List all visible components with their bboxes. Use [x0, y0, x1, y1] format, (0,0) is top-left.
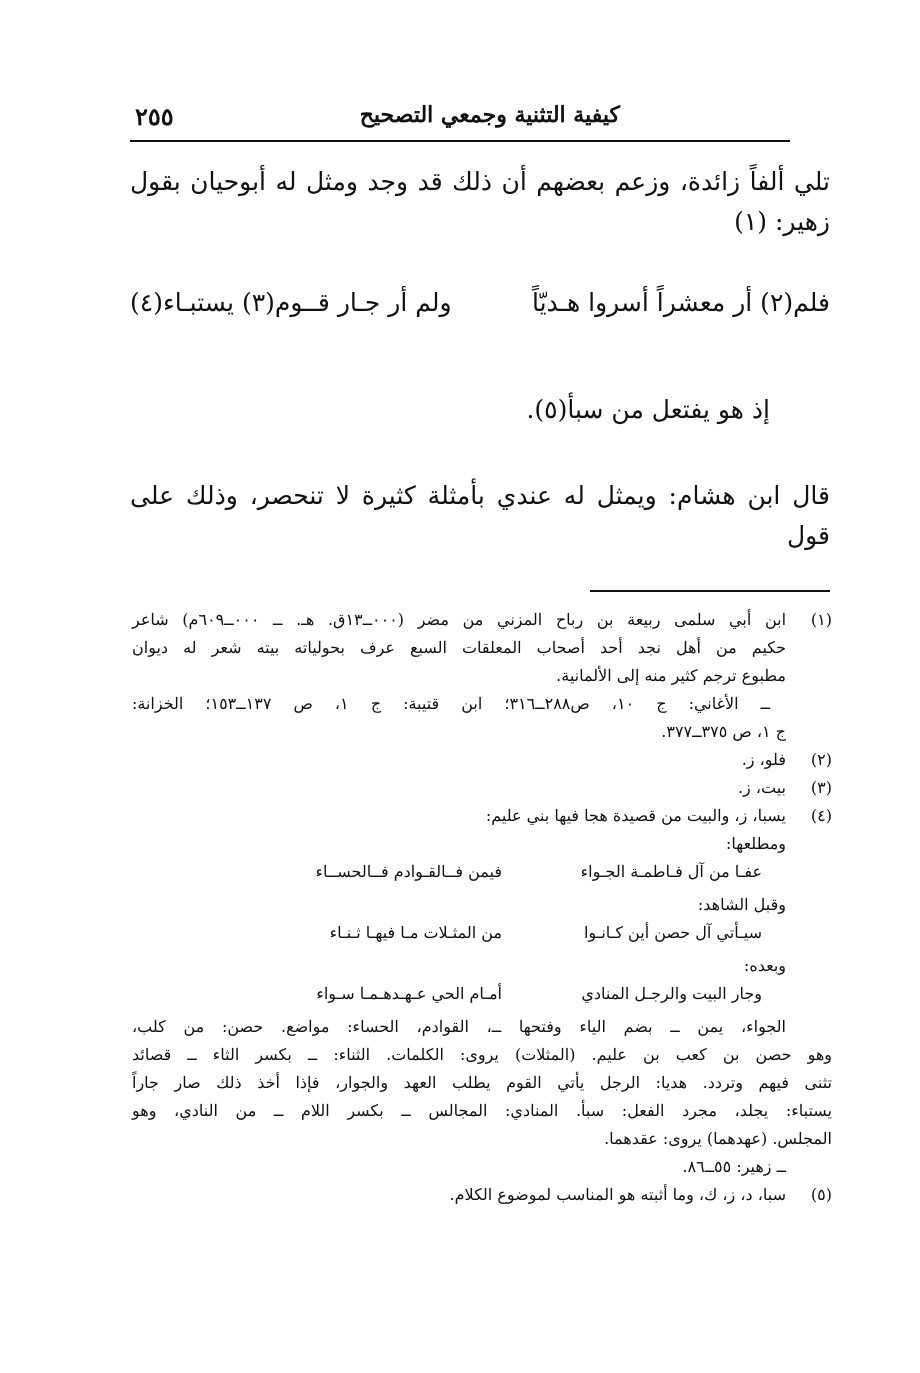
poem-hemistich: أمـام الحي عـهـدهـمـا سـواء	[316, 984, 502, 1003]
footnote-4	[132, 802, 832, 830]
footnote-2	[132, 746, 832, 774]
gloss-line-1: الجواء، يمن ــ بضم الياء وفتحها ــ، القوادم، الحساء: مواضع. حصن: من كلب،	[132, 1017, 786, 1036]
poem-hemistich: عفـا من آل فـاطمـة الجـواء	[580, 862, 762, 881]
running-header	[130, 100, 790, 142]
footnote-number: (٣)	[810, 778, 832, 797]
footnote-text: فلو، ز.	[741, 750, 786, 769]
verse-hemistich-2: ولم أر جـار قــوم(٣) يستبـاء(٤)	[130, 288, 452, 317]
gloss-line-3: تثنى فيهم وتردد. هديا: الرجل يأتي القوم يطلب العهد والجوار، فإذا أخذ ذلك صار جاراً	[132, 1073, 833, 1092]
footnote-5	[132, 1181, 832, 1209]
footnote-number: (٢)	[810, 750, 832, 769]
gloss-line-5: المجلس. (عهدهما) يروى: عقدهما.	[604, 1129, 832, 1148]
footnote-text: بيت، ز.	[737, 778, 786, 797]
footnote-1-line-3: مطبوع ترجم كثير منه إلى الألمانية.	[556, 666, 786, 685]
gloss-line-4: يستباء: يجلد، مجرد الفعل: سبأ. المنادي: المجالس ــ بكسر اللام ــ من النادي، وهو	[132, 1101, 832, 1120]
footnote-3	[132, 774, 832, 802]
verse-line-2: إذ هو يفتعل من سبأ(٥).	[526, 395, 770, 424]
footnote-text: سبا، د، ز، ك، وما أثبته هو المناسب لموضوع الكلام.	[449, 1185, 786, 1204]
footnote-number: (٥)	[810, 1185, 832, 1204]
poem-verse-2	[132, 919, 832, 952]
paragraph-2: قال ابن هشام: ويمثل له عندي بأمثلة كثيرة لا تنحصر، وذلك على قول	[130, 481, 830, 550]
page-number: ٢٥٥	[135, 102, 174, 131]
poem-label-after: وبعده:	[743, 956, 786, 975]
footnote-1-line-2: حكيم من أهل نجد أحد أصحاب المعلقات السبع عرف بحولياته بيته شعر له ديوان	[132, 638, 786, 657]
gloss-line-2: وهو حصن بن كعب بن عليم. (المثلات) يروى: الكلمات. الثناء: ــ بكسر الثاء ــ قصائد	[132, 1045, 832, 1064]
poem-hemistich: فيمن فــالقـوادم فــالحســاء	[315, 862, 502, 881]
footnote-1	[132, 606, 832, 634]
poem-hemistich: من المثـلات مـا فيهـا ثـنـاء	[329, 923, 502, 942]
poem-verse-1	[132, 858, 832, 891]
verse-hemistich-1: فلم(٢) أر معشراً أسروا هـديّاً	[531, 288, 830, 317]
footnotes	[132, 606, 832, 1209]
footnote-text: ابن أبي سلمى ربيعة بن رباح المزني من مضر (٠٠٠ــ١٣ق. هـ. ــ ٠٠٠ــ٦٠٩م) شاعر	[132, 610, 787, 629]
poem-label-before: وقبل الشاهد:	[697, 895, 786, 914]
chapter-title: كيفية التثنية وجمعي التصحيح	[359, 102, 620, 128]
poem-hemistich: سيـأتي آل حصن أين كـانـوا	[583, 923, 762, 942]
footnote-text: يسبا، ز، والبيت من قصيدة هجا فيها بني عليم:	[485, 806, 786, 825]
verse-line-1	[130, 288, 830, 328]
footnote-4-reference: ــ زهير: ٥٥ــ٨٦.	[682, 1157, 786, 1176]
poem-verse-3	[132, 980, 832, 1013]
paragraph-1: تلي ألفاً زائدة، وزعم بعضهم أن ذلك قد وجد ومثل له أبوحيان بقول زهير: (١)	[130, 167, 830, 236]
footnote-1-line-5: ج ١، ص ٣٧٥ــ٣٧٧.	[661, 722, 786, 741]
poem-label-opening: ومطلعها:	[725, 834, 786, 853]
footnote-separator	[590, 590, 830, 592]
footnote-1-line-4: ــ الأغاني: ج ١٠، ص٢٨٨ــ٣١٦؛ ابن قتيبة: ج ١، ص ١٣٧ــ١٥٣؛ الخزانة:	[132, 694, 770, 713]
poem-hemistich: وجار البيت والرجـل المنادي	[581, 984, 762, 1003]
footnote-number: (١)	[810, 610, 832, 629]
footnote-number: (٤)	[810, 806, 832, 825]
